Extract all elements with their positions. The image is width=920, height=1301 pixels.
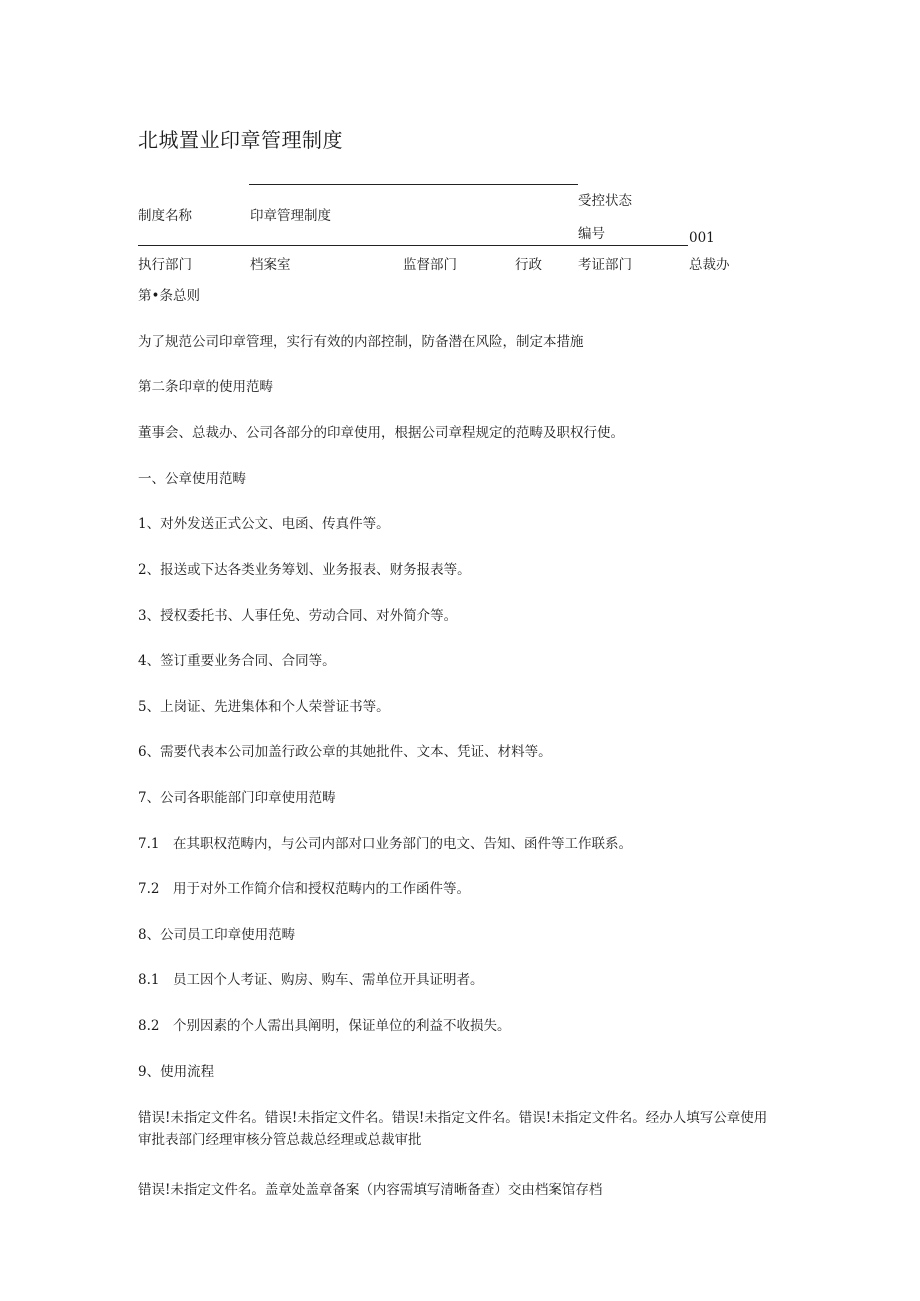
list-item: 7.2 用于对外工作简介信和授权范畴内的工作函件等。 [138, 881, 470, 897]
list-item: 7、公司各职能部门印章使用范畴 [138, 790, 336, 806]
exam-dept-value: 总裁办 [689, 257, 730, 273]
list-item: 9、使用流程 [138, 1064, 215, 1080]
list-item: 8、公司员工印章使用范畴 [138, 927, 296, 943]
number-label: 编号 [578, 226, 605, 242]
list-item: 2、报送或下达各类业务筹划、业务报表、财务报表等。 [138, 562, 471, 578]
controlled-status-label: 受控状态 [578, 193, 632, 209]
paragraph: 错误!未指定文件名。错误!未指定文件名。错误!未指定文件名。错误!未指定文件名。经办人填写公章使用审批表部门经理审核分管总裁总经理或总裁审批 [138, 1110, 768, 1148]
paragraph: 错误!未指定文件名。盖章处盖章备案（内容需填写清晰备查）交由档案馆存档 [138, 1182, 603, 1198]
list-item: 6、需要代表本公司加盖行政公章的其她批件、文本、凭证、材料等。 [138, 744, 552, 760]
document-title: 北城置业印章管理制度 [138, 128, 343, 152]
list-item: 4、签订重要业务合同、合同等。 [138, 653, 336, 669]
paragraph: 为了规范公司印章管理，实行有效的内部控制，防备潜在风险，制定本措施 [138, 334, 584, 350]
list-item: 7.1 在其职权范畴内，与公司内部对口业务部门的电文、告知、函件等工作联系。 [138, 836, 632, 852]
paragraph: 董事会、总裁办、公司各部分的印章使用，根据公司章程规定的范畴及职权行使。 [138, 425, 624, 441]
table-rule-top [249, 184, 578, 185]
list-item: 8.1 员工因个人考证、购房、购车、需单位开具证明者。 [138, 972, 484, 988]
exec-dept-label: 执行部门 [138, 257, 192, 273]
number-value: 001 [689, 230, 715, 246]
list-item: 3、授权委托书、人事任免、劳动合同、对外简介等。 [138, 608, 458, 624]
exam-dept-label: 考证部门 [578, 257, 632, 273]
section-heading: 第二条印章的使用范畴 [138, 379, 273, 395]
exec-dept-value: 档案室 [250, 257, 291, 273]
list-item: 1、对外发送正式公文、电函、传真件等。 [138, 516, 390, 532]
system-name-value: 印章管理制度 [250, 208, 331, 224]
list-item: 8.2 个别因素的个人需出具阐明，保证单位的利益不收损失。 [138, 1018, 511, 1034]
section-general: 第•条总则 [138, 288, 200, 304]
subsection-heading: 一、公章使用范畴 [138, 471, 246, 487]
list-item: 5、上岗证、先进集体和个人荣誉证书等。 [138, 699, 390, 715]
system-name-label: 制度名称 [138, 208, 192, 224]
supervise-dept-label: 监督部门 [403, 257, 457, 273]
table-rule-middle [138, 245, 688, 246]
supervise-dept-value: 行政 [515, 257, 542, 273]
